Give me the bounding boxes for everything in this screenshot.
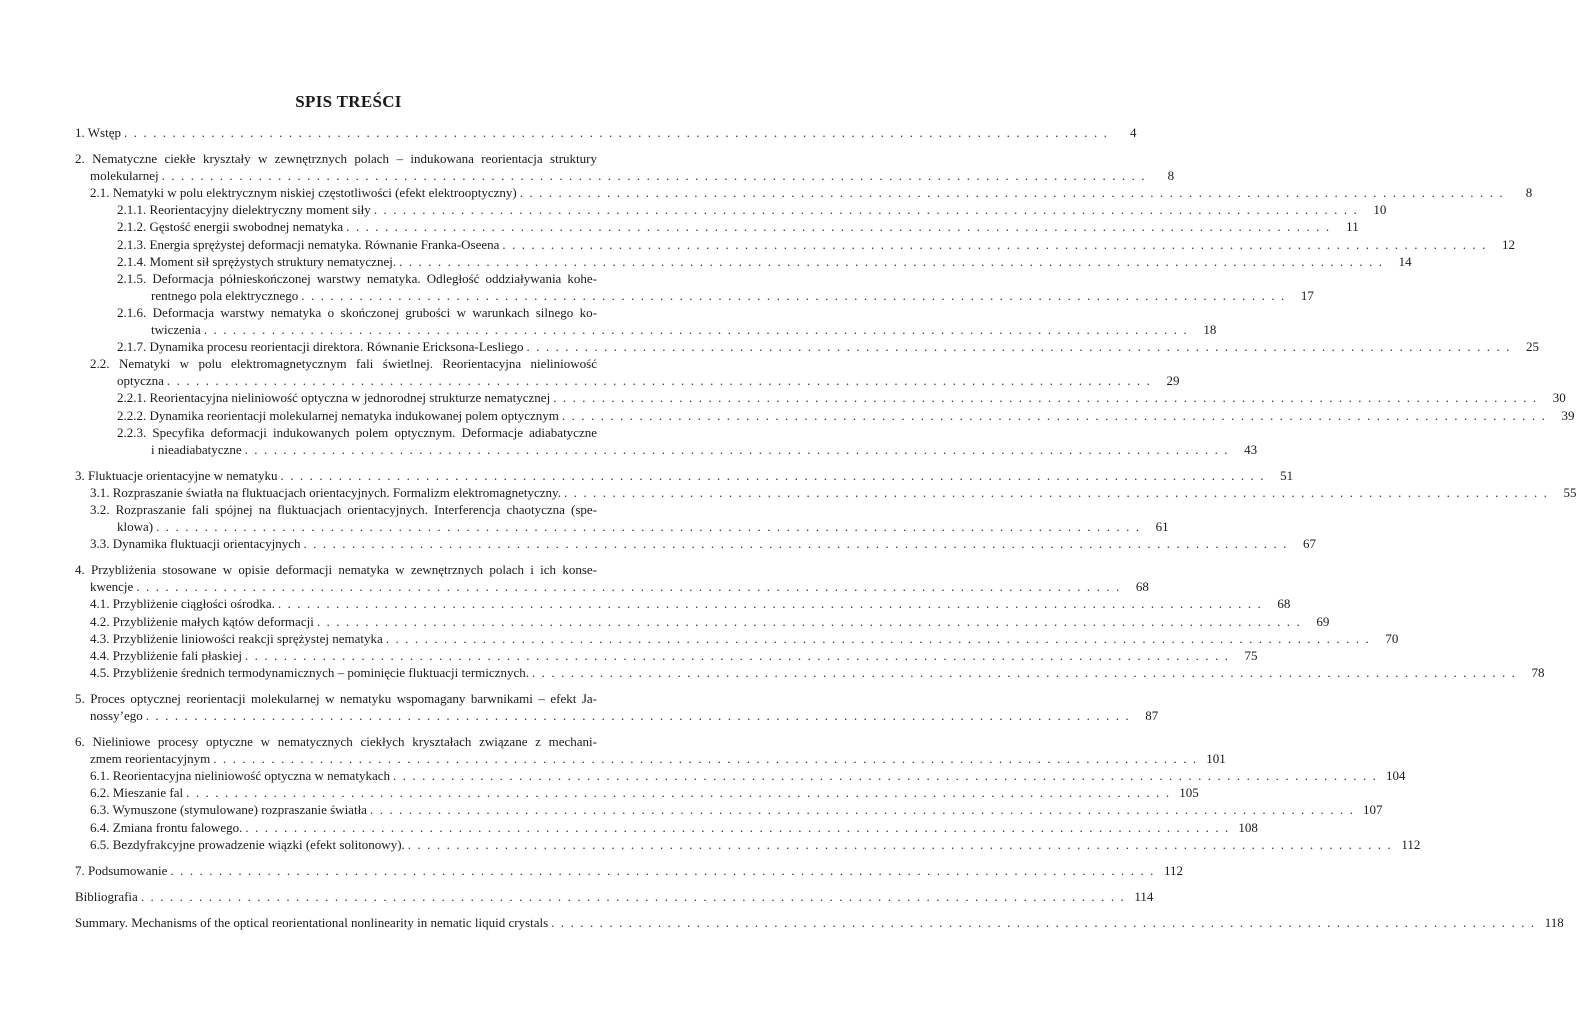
toc-entry[interactable] xyxy=(75,424,1258,458)
page-number: 43 xyxy=(1244,441,1258,457)
toc-entry-text: 3.1. Rozpraszanie światła na fluktuacjach orientacyjnych. Formalizm elektromagnetyczny. xyxy=(90,484,561,500)
toc-entry-text: 3. Fluktuacje orientacyjne w nematyku xyxy=(75,467,278,483)
toc-entry[interactable] xyxy=(75,888,1154,905)
toc-entry-text: 4.2. Przybliżenie małych kątów deformacji xyxy=(90,613,314,629)
dot-leader xyxy=(298,287,1286,304)
toc-entry-text: 2.2.2. Dynamika reorientacji molekularnej nematyka indukowanej polem optycznym xyxy=(117,407,559,423)
dot-leader xyxy=(383,630,1371,647)
toc-entry[interactable] xyxy=(75,836,1421,853)
dot-leader xyxy=(529,664,1517,681)
dot-leader xyxy=(517,184,1505,201)
page-number: 68 xyxy=(1277,596,1291,612)
toc-entry[interactable] xyxy=(75,201,1387,218)
dot-leader xyxy=(210,750,1198,767)
toc-entry-text: kwencje xyxy=(90,579,134,595)
toc-entry[interactable] xyxy=(75,355,1180,389)
page-number: 114 xyxy=(1134,888,1154,904)
toc-entry-text: 2.2. Nematyki w polu elektromagnetycznym fali świetlnej. Reorientacyjna nieliniowość xyxy=(90,356,597,372)
page-number: 17 xyxy=(1300,287,1314,303)
toc-entry-text: 1. Wstęp xyxy=(75,125,121,140)
toc-entry[interactable] xyxy=(75,613,1330,630)
toc-entry-text: 2.1.2. Gęstość energii swobodnej nematyka xyxy=(117,219,344,235)
toc-entry[interactable] xyxy=(75,862,1184,879)
page-number: 101 xyxy=(1206,751,1226,767)
dot-leader xyxy=(242,819,1230,836)
dot-leader xyxy=(278,467,1266,484)
dot-leader xyxy=(164,372,1152,389)
section-gap xyxy=(75,724,625,733)
toc-entry-text: rentnego pola elektrycznego xyxy=(151,287,299,303)
dot-leader xyxy=(242,441,1230,458)
toc-entry[interactable] xyxy=(75,253,1412,270)
section-gap xyxy=(75,681,625,690)
toc-entry[interactable] xyxy=(75,784,1199,801)
toc-entry[interactable] xyxy=(75,690,1159,724)
toc-entry-text: i nieadiabatyczne xyxy=(151,441,242,457)
toc-entry-text: 4.5. Przybliżenie średnich termodynamicznych – pominięcie fluktuacji termicznych. xyxy=(90,664,529,680)
dot-leader xyxy=(550,389,1538,406)
dot-leader xyxy=(371,201,1359,218)
page-number: 14 xyxy=(1398,253,1412,269)
section-gap xyxy=(75,141,625,150)
page-number: 69 xyxy=(1316,613,1330,629)
page-number: 105 xyxy=(1179,785,1199,801)
dot-leader xyxy=(396,253,1384,270)
page-number: 25 xyxy=(1526,339,1540,355)
page-number: 108 xyxy=(1238,819,1258,835)
toc-entry[interactable] xyxy=(75,819,1258,836)
page-number: 112 xyxy=(1401,836,1421,852)
page-number: 118 xyxy=(1544,914,1564,930)
toc-entry-text: 2.1.7. Dynamika procesu reorientacji direktora. Równanie Ericksona-Lesliego xyxy=(117,339,524,355)
toc-entry-text: zmem reorientacyjnym xyxy=(90,751,211,767)
toc-entry-text: 4.4. Przybliżenie fali płaskiej xyxy=(90,647,242,663)
section-gap xyxy=(75,879,625,888)
toc-entry-text: molekularnej xyxy=(90,168,159,184)
toc-entry-text: 6.3. Wymuszone (stymulowane) rozpraszanie światła xyxy=(90,802,367,818)
page-number: 78 xyxy=(1531,664,1545,680)
toc-entry[interactable] xyxy=(75,389,1566,406)
toc-entry-text: twiczenia xyxy=(151,322,201,338)
dot-leader xyxy=(343,218,1331,235)
section-gap xyxy=(75,458,625,467)
toc-entry-text: 7. Podsumowanie xyxy=(75,862,168,878)
toc-entry[interactable] xyxy=(75,767,1406,784)
toc-entry-text: 2.1.5. Deformacja półnieskończonej warstwy nematyka. Odległość oddziaływania kohe- xyxy=(117,270,597,286)
toc-entry-text: 3.3. Dynamika fluktuacji orientacyjnych xyxy=(90,536,301,552)
toc-entry-text: 6. Nieliniowe procesy optyczne w nematycznych ciekłych kryształach związane z mechani- xyxy=(75,734,597,750)
page-number: 107 xyxy=(1363,802,1383,818)
dot-leader xyxy=(390,767,1378,784)
dot-leader xyxy=(523,338,1511,355)
page-number: 67 xyxy=(1303,536,1317,552)
toc-entry-text: 4.1. Przybliżenie ciągłości ośrodka. xyxy=(90,596,275,612)
dot-leader xyxy=(561,484,1549,501)
toc-entry[interactable] xyxy=(75,664,1545,681)
toc-entry[interactable] xyxy=(75,647,1258,664)
toc-entry[interactable] xyxy=(75,914,1564,931)
dot-leader xyxy=(242,647,1230,664)
toc-entry[interactable] xyxy=(75,218,1359,235)
toc-entry-text: 2.1.6. Deformacja warstwy nematyka o skończonej grubości w warunkach silnego ko- xyxy=(117,304,597,320)
dot-leader xyxy=(153,518,1141,535)
toc-entry-text: 2.1.4. Moment sił sprężystych struktury nematycznej. xyxy=(117,253,397,269)
toc-entry[interactable] xyxy=(75,236,1515,253)
toc-entry[interactable] xyxy=(75,501,1169,535)
toc-entry-text: klowa) xyxy=(117,519,154,535)
page-number: 8 xyxy=(1167,168,1175,184)
page-number: 39 xyxy=(1561,407,1575,423)
page-number: 104 xyxy=(1386,768,1406,784)
dot-leader xyxy=(183,784,1171,801)
toc-entry[interactable] xyxy=(75,801,1383,818)
dot-leader xyxy=(167,862,1155,879)
page-number: 55 xyxy=(1563,484,1577,500)
dot-leader xyxy=(367,801,1355,818)
page-number: 29 xyxy=(1166,373,1180,389)
toc-entry-text: 2.1.1. Reorientacyjny dielektryczny moment siły xyxy=(117,202,371,218)
toc-entry[interactable] xyxy=(75,150,1175,184)
toc-entry-text: 4. Przybliżenia stosowane w opisie deformacji nematyka w zewnętrznych polach i ich konse- xyxy=(75,562,597,578)
toc-entry[interactable] xyxy=(75,733,1226,767)
dot-leader xyxy=(133,578,1121,595)
page-number: 61 xyxy=(1155,519,1169,535)
page-number: 30 xyxy=(1552,390,1566,406)
section-gap xyxy=(75,853,625,862)
toc-entry[interactable] xyxy=(75,535,1317,552)
toc-entry[interactable] xyxy=(75,124,1137,141)
toc-entry[interactable] xyxy=(75,407,1575,424)
toc-entry-text: 6.1. Reorientacyjna nieliniowość optyczna w nematykach xyxy=(90,768,390,784)
dot-leader xyxy=(159,167,1147,184)
toc-entry[interactable] xyxy=(75,270,1314,304)
page-number: 68 xyxy=(1135,579,1149,595)
dot-leader xyxy=(548,914,1536,931)
toc-entry-text: 2.1.3. Energia sprężystej deformacji nematyka. Równanie Franka-Oseena xyxy=(117,236,500,252)
toc-entry[interactable] xyxy=(75,630,1399,647)
section-gap xyxy=(75,905,625,914)
toc-entry-text: Bibliografia xyxy=(75,888,138,904)
section-gap xyxy=(75,552,625,561)
toc-entry-text: optyczna xyxy=(117,373,164,389)
page-number: 10 xyxy=(1373,202,1387,218)
toc-entry-text: 2.2.1. Reorientacyjna nieliniowość optyczna w jednorodnej strukturze nematycznej xyxy=(117,390,551,406)
page-number: 18 xyxy=(1203,322,1217,338)
dot-leader xyxy=(201,321,1189,338)
toc-entry-text: 2.2.3. Specyfika deformacji indukowanych polem optycznym. Deformacje adiabatyczne xyxy=(117,424,597,440)
dot-leader xyxy=(138,888,1126,905)
toc-entry-text: 2. Nematyczne ciekłe kryształy w zewnętrznych polach – indukowana reorientacja struktury xyxy=(75,151,597,167)
toc-entry[interactable] xyxy=(75,304,1217,338)
page-number: 8 xyxy=(1525,185,1533,201)
toc-entry-text: 6.5. Bezdyfrakcyjne prowadzenie wiązki (efekt solitonowy). xyxy=(90,836,405,852)
dot-leader xyxy=(121,124,1109,141)
toc-entry-text: 6.2. Mieszanie fal xyxy=(90,785,184,801)
toc-entry[interactable] xyxy=(75,561,1149,595)
page-number: 51 xyxy=(1280,467,1294,483)
page-number: 11 xyxy=(1346,219,1359,235)
toc-entry-text: 4.3. Przybliżenie liniowości reakcji sprężystej nematyka xyxy=(90,630,383,646)
dot-leader xyxy=(559,407,1547,424)
page-number: 4 xyxy=(1130,125,1137,140)
toc-entry-text: 6.4. Zmiana frontu falowego. xyxy=(90,819,243,835)
toc-entry-text: 5. Proces optycznej reorientacji molekularnej w nematyku wspomagany barwnikami – efekt Ja- xyxy=(75,690,597,706)
toc-entry-text: nossy’ego xyxy=(90,708,143,723)
toc-entry-text: Summary. Mechanisms of the optical reorientational nonlinearity in nematic liquid crystals xyxy=(75,914,549,930)
dot-leader xyxy=(300,535,1288,552)
toc-entry[interactable] xyxy=(75,338,1540,355)
toc-entry[interactable] xyxy=(75,467,1294,484)
page-number: 87 xyxy=(1145,708,1159,723)
dot-leader xyxy=(275,595,1263,612)
dot-leader xyxy=(314,613,1302,630)
toc-entry-text: 2.1. Nematyki w polu elektrycznym niskiej częstotliwości (efekt elektrooptyczny) xyxy=(90,185,517,201)
page-number: 75 xyxy=(1244,647,1258,663)
toc-entry-text: 3.2. Rozpraszanie fali spójnej na fluktuacjach orientacyjnych. Interferencja chaotyczna (spe- xyxy=(90,501,597,517)
page-number: 12 xyxy=(1501,236,1515,252)
table-of-contents xyxy=(75,124,1577,931)
page-number: 70 xyxy=(1385,630,1399,646)
toc-entry[interactable] xyxy=(75,484,1577,501)
dot-leader xyxy=(499,236,1487,253)
dot-leader xyxy=(405,836,1393,853)
toc-entry[interactable] xyxy=(75,595,1291,612)
toc-entry[interactable] xyxy=(75,184,1533,201)
page-title: SPIS TREŚCI xyxy=(295,92,402,111)
dot-leader xyxy=(143,707,1131,724)
page-number: 112 xyxy=(1163,862,1184,878)
